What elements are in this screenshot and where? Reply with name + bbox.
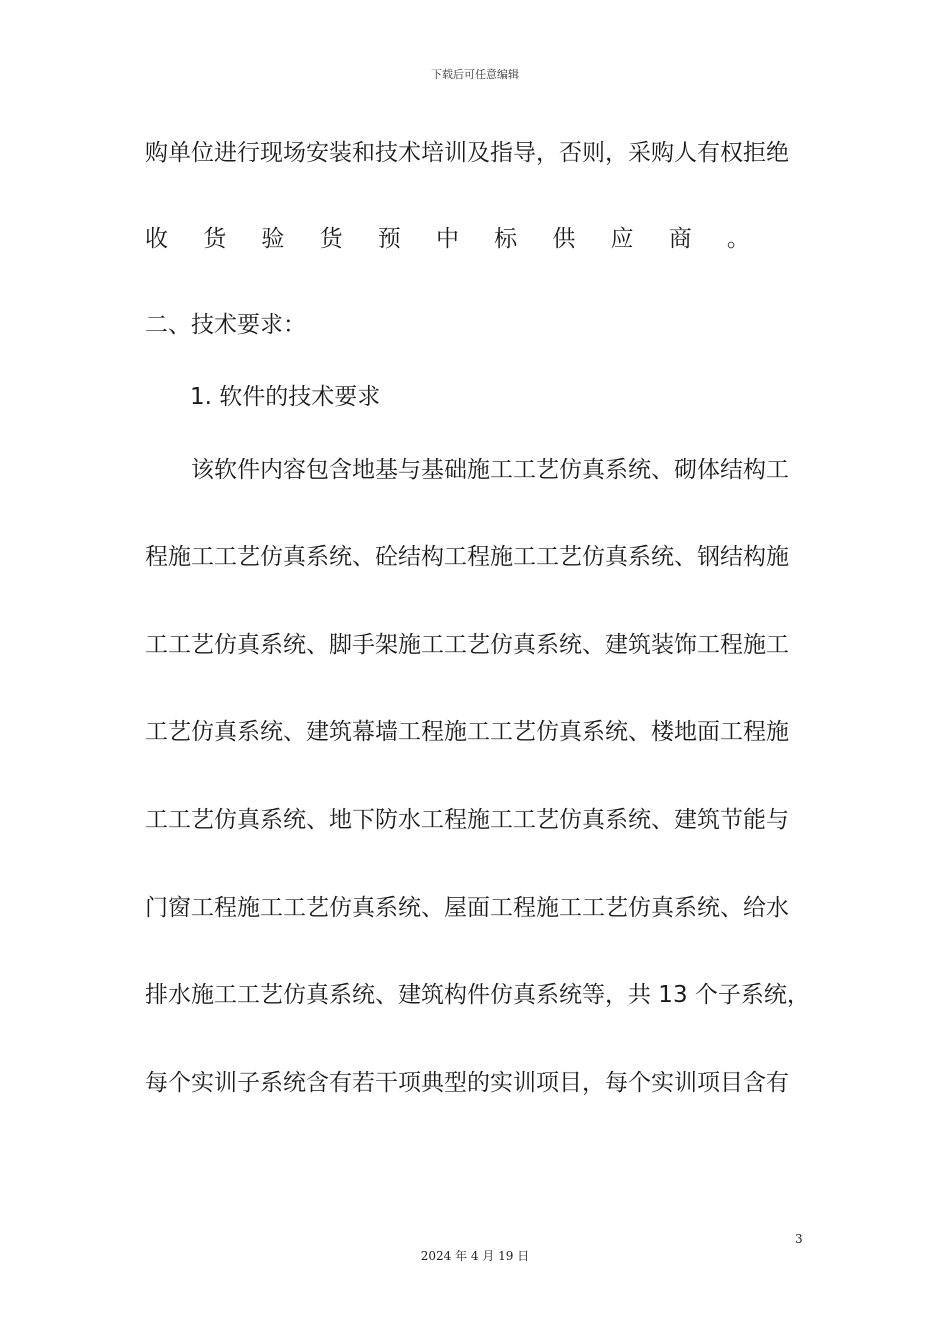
subsection-heading: 1. 软件的技术要求 bbox=[190, 384, 381, 410]
page-header: 下载后可任意编辑 bbox=[431, 68, 519, 81]
line2-char: 验 bbox=[261, 226, 285, 252]
line2-char: 货 bbox=[319, 226, 343, 252]
body-line-1: 购单位进行现场安装和技术培训及指导，否则，采购人有权拒绝 bbox=[145, 140, 789, 166]
paragraph-line: 门窗工程施工工艺仿真系统、屋面工程施工工艺仿真系统、给水 bbox=[145, 895, 789, 921]
line2-char: 供 bbox=[552, 226, 576, 252]
paragraph-line: 程施工工艺仿真系统、砼结构工程施工工艺仿真系统、钢结构施 bbox=[145, 544, 789, 570]
section-heading: 二、技术要求： bbox=[145, 312, 306, 338]
paragraph-line: 每个实训子系统含有若干项典型的实训项目，每个实训项目含有 bbox=[145, 1070, 789, 1096]
line2-char: 中 bbox=[435, 226, 459, 252]
paragraph-line: 排水施工工艺仿真系统、建筑构件仿真系统等，共 13 个子系统， bbox=[145, 982, 810, 1008]
line2-char: 货 bbox=[203, 226, 227, 252]
line2-char: 收 bbox=[145, 226, 168, 252]
line2-char: 预 bbox=[377, 226, 401, 252]
line2-char: 应 bbox=[610, 226, 634, 252]
line2-char: 标 bbox=[494, 226, 518, 252]
line2-char: 商 bbox=[668, 226, 692, 252]
footer-date: 2024 年 4 月 19 日 bbox=[420, 1249, 530, 1263]
page-number: 3 bbox=[795, 1232, 803, 1246]
paragraph-line: 工工艺仿真系统、脚手架施工工艺仿真系统、建筑装饰工程施工 bbox=[145, 632, 789, 658]
paragraph-line: 工艺仿真系统、建筑幕墙工程施工工艺仿真系统、楼地面工程施 bbox=[145, 719, 789, 745]
body-line-2 bbox=[145, 224, 750, 254]
paragraph-line: 该软件内容包含地基与基础施工工艺仿真系统、砌体结构工 bbox=[145, 457, 789, 483]
paragraph-line: 工工艺仿真系统、地下防水工程施工工艺仿真系统、建筑节能与 bbox=[145, 807, 789, 833]
line2-char: 。 bbox=[726, 226, 750, 252]
